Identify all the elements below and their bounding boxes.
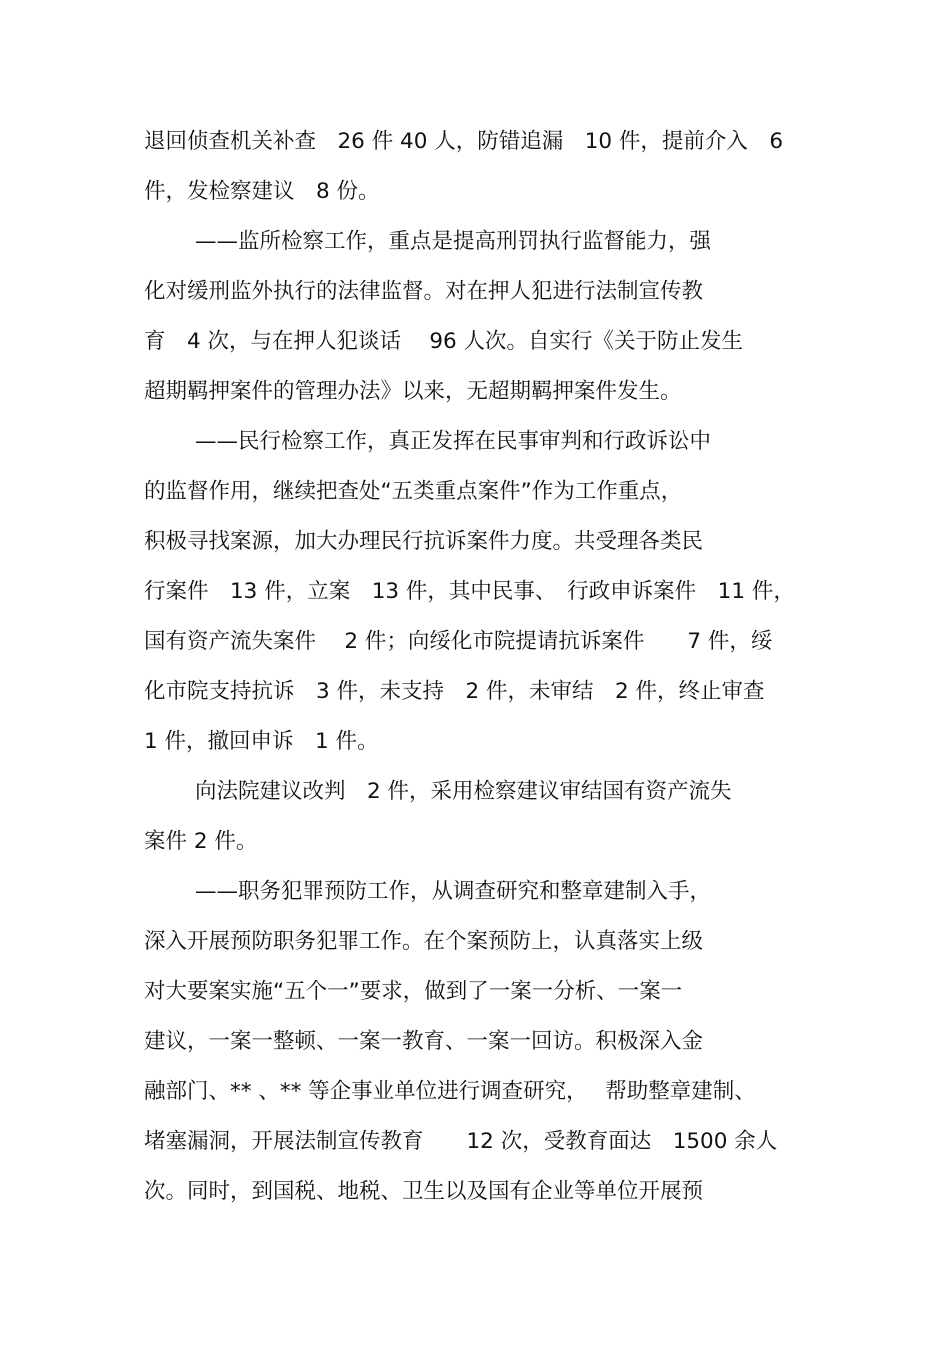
text-line: 积极寻找案源，加大办理民行抗诉案件力度。共受理各类民 [144,529,704,554]
text-line: 件，发检察建议 8 份。 [144,179,380,204]
text-line: 深入开展预防职务犯罪工作。在个案预防上，认真落实上级 [144,929,704,954]
text-line: 化对缓刑监外执行的法律监督。对在押人犯进行法制宣传教 [144,279,704,304]
text-line: 行案件 13 件，立案 13 件，其中民事、 行政申诉案件 11 件， [144,579,795,604]
text-line: 对大要案实施“五个一”要求，做到了一案一分析、一案一 [144,979,683,1004]
text-line: 融部门、** 、** 等企事业单位进行调查研究， 帮助整章建制、 [144,1079,756,1104]
text-line: ——监所检察工作，重点是提高刑罚执行监督能力，强 [195,229,712,254]
text-line: 1 件，撤回申诉 1 件。 [144,729,379,754]
text-line: 育 4 次，与在押人犯谈话 96 人次。自实行《关于防止发生 [144,329,744,354]
text-line: 退回侦查机关补查 26 件 40 人，防错追漏 10 件，提前介入 6 [144,129,784,154]
text-line: 超期羁押案件的管理办法》以来，无超期羁押案件发生。 [144,379,682,404]
text-line: 向法院建议改判 2 件，采用检察建议审结国有资产流失 [195,779,732,804]
text-line: 次。同时，到国税、地税、卫生以及国有企业等单位开展预 [144,1179,704,1204]
text-line: 案件 2 件。 [144,829,258,854]
text-line: 堵塞漏洞，开展法制宣传教育 12 次，受教育面达 1500 余人 [144,1129,778,1154]
text-line: ——职务犯罪预防工作，从调查研究和整章建制入手， [195,879,712,904]
text-line: 的监督作用，继续把查处“五类重点案件”作为工作重点， [144,479,683,504]
text-line: 化市院支持抗诉 3 件，未支持 2 件，未审结 2 件，终止审查 [144,679,765,704]
text-line: 国有资产流失案件 2 件；向绥化市院提请抗诉案件 7 件，绥 [144,629,773,654]
text-line: 建议，一案一整顿、一案一教育、一案一回访。积极深入金 [144,1029,704,1054]
text-line: ——民行检察工作，真正发挥在民事审判和行政诉讼中 [195,429,712,454]
